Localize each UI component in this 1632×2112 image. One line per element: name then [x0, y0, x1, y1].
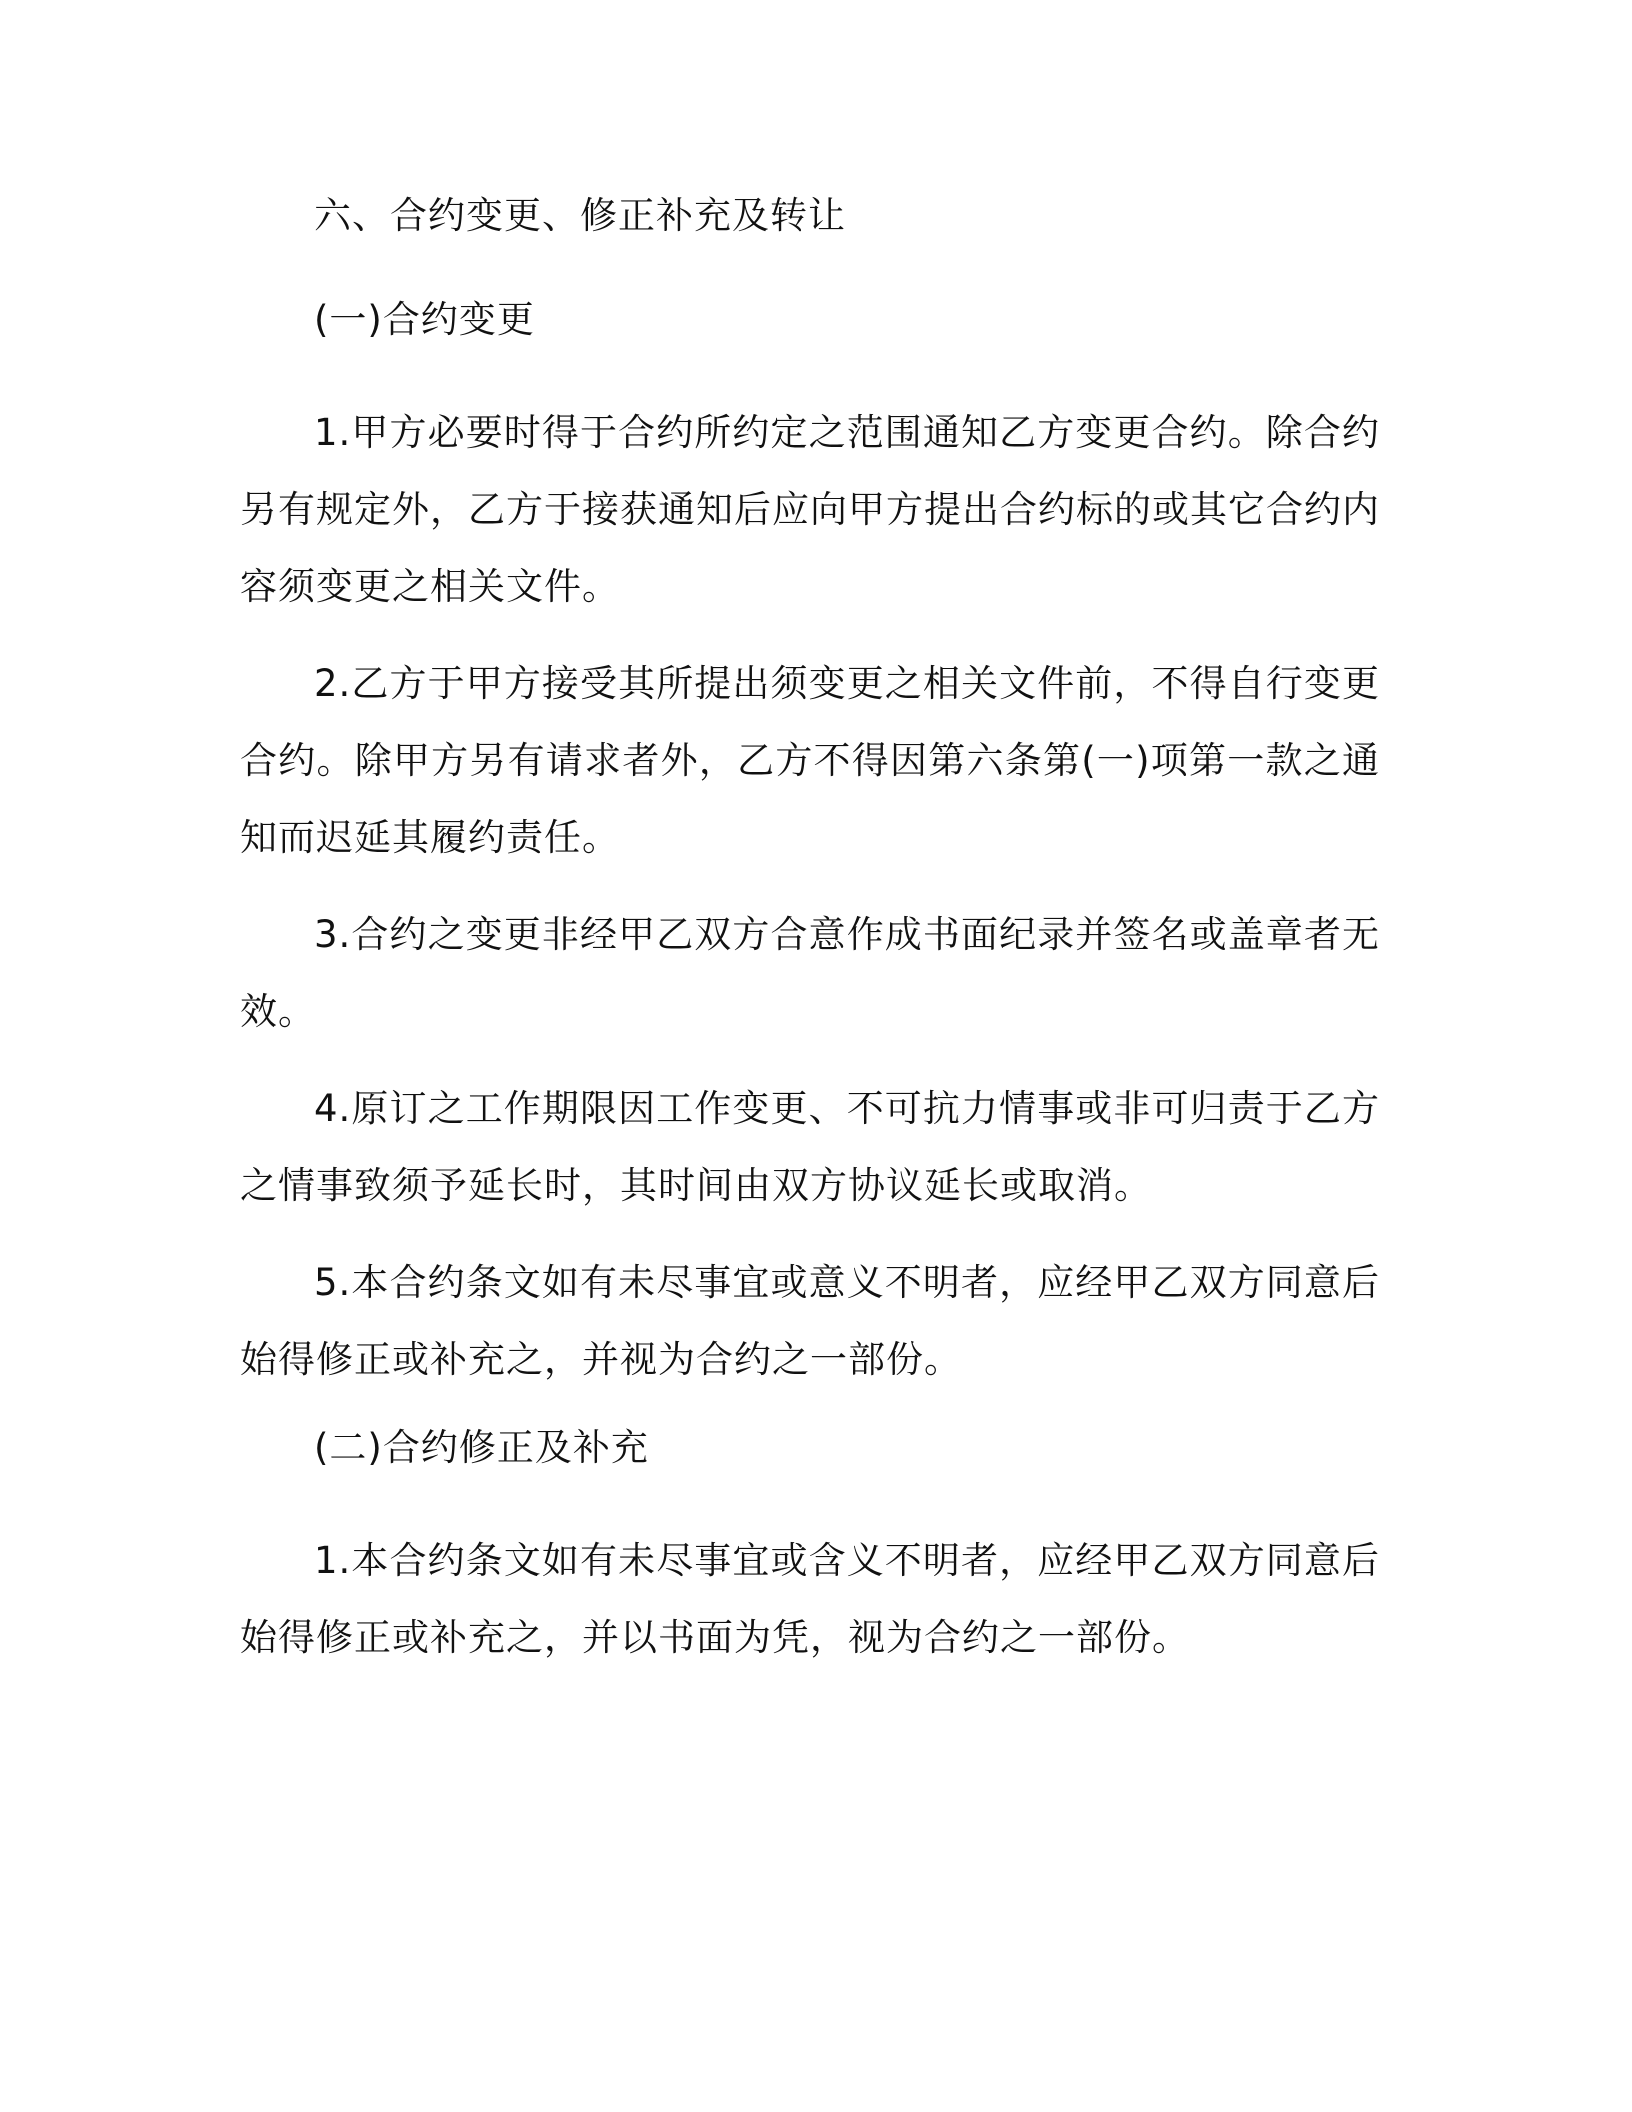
clause-paragraph: 4.原订之工作期限因工作变更、不可抗力情事或非可归责于乙方之情事致须予延长时，其时间由双方协议延长或取消。 [240, 1087, 1380, 1207]
section-title: 六、合约变更、修正补充及转让 [314, 194, 846, 237]
document-body [240, 186, 1380, 1676]
clause-paragraph: 2.乙方于甲方接受其所提出须变更之相关文件前，不得自行变更合约。除甲方另有请求者外，乙方不得因第六条第(一)项第一款之通知而迟延其履约责任。 [240, 662, 1380, 859]
subsection-title-amendment: (二)合约修正及补充 [314, 1426, 649, 1469]
clause-paragraph: 1.本合约条文如有未尽事宜或含义不明者，应经甲乙双方同意后始得修正或补充之，并以书面为凭，视为合约之一部份。 [240, 1539, 1380, 1659]
clause-paragraph: 5.本合约条文如有未尽事宜或意义不明者，应经甲乙双方同意后始得修正或补充之，并视为合约之一部份。 [240, 1261, 1380, 1381]
clause-paragraph: 1.甲方必要时得于合约所约定之范围通知乙方变更合约。除合约另有规定外，乙方于接获通知后应向甲方提出合约标的或其它合约内容须变更之相关文件。 [240, 411, 1380, 608]
subsection-title-change: (一)合约变更 [314, 298, 535, 341]
clause-paragraph: 3.合约之变更非经甲乙双方合意作成书面纪录并签名或盖章者无效。 [240, 913, 1380, 1033]
